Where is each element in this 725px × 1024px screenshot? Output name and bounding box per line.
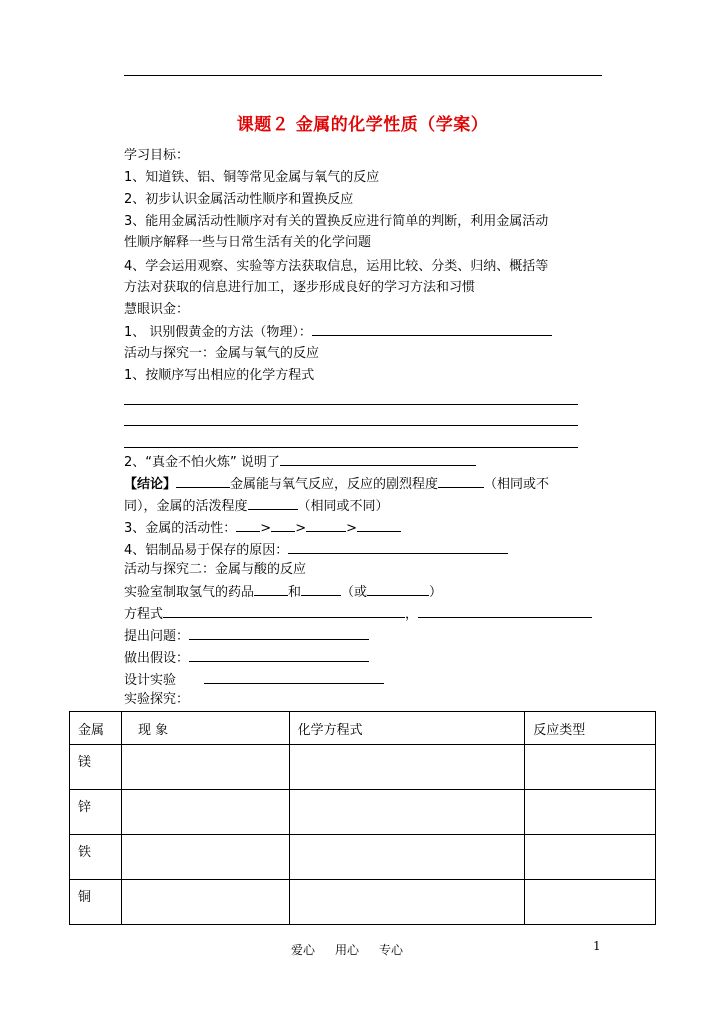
goal-2: 2、初步认识金属活动性顺序和置换反应 [124,192,354,207]
answer-cell[interactable] [289,835,525,880]
conclusion-row-2 [124,496,389,517]
hypothesis-label: 做出假设： [124,651,190,666]
answer-cell[interactable] [525,790,656,835]
a1-q1: 1、按顺序写出相应的化学方程式 [124,368,315,383]
footer-word: 专心 [379,943,404,957]
greater-than-sign: > [260,521,272,536]
answer-cell[interactable] [121,880,289,925]
metal-cell: 锌 [70,790,122,835]
a1-q2-label: 2、“真金不怕火炼” 说明了 [124,455,280,470]
conclusion-text: （相同或不 [484,477,550,492]
answer-cell[interactable] [289,880,525,925]
footer-word: 用心 [335,943,360,957]
answer-cell[interactable] [525,880,656,925]
answer-blank[interactable] [357,518,401,532]
answer-blank[interactable] [301,582,341,596]
answer-cell[interactable] [289,790,525,835]
explore-heading: 实验探究： [124,692,190,707]
answer-blank[interactable] [306,518,346,532]
experiment-table [69,711,656,925]
page-title: 课题２ 金属的化学性质（学案） [236,115,489,135]
answer-blank[interactable] [163,604,405,618]
a1-q3-label: 3、金属的活动性： [124,521,237,536]
greater-than-sign: > [295,521,307,536]
answer-line[interactable] [124,447,578,448]
answer-blank[interactable] [367,582,429,596]
answer-blank[interactable] [248,496,298,510]
goal-3: 3、能用金属活动性顺序对有关的置换反应进行简单的判断，利用金属活动 [124,214,549,229]
answer-cell[interactable] [121,745,289,790]
goal-3-cont: 性顺序解释一些与日常生活有关的化学问题 [124,235,372,250]
activity-1-heading: 活动与探究一：金属与氧气的反应 [124,346,320,361]
footer-word: 爱心 [291,943,316,957]
footer-slogan [291,941,423,958]
raise-question-row [124,626,369,647]
answer-line[interactable] [124,404,578,405]
answer-blank[interactable] [236,518,260,532]
a1-q3-row [124,518,401,539]
answer-blank[interactable] [176,474,230,488]
goal-1: 1、知道铁、铝、铜等常见金属与氧气的反应 [124,170,380,185]
table-row [70,880,656,925]
a1-q4-label: 4、铝制品易于保存的原因： [124,543,289,558]
answer-cell[interactable] [121,790,289,835]
answer-blank[interactable] [438,474,484,488]
table-header-row [70,712,656,745]
hypothesis-row [124,648,369,669]
column-header-equation: 化学方程式 [289,712,525,745]
answer-cell[interactable] [525,835,656,880]
metal-cell: 铁 [70,835,122,880]
q-identify-row [124,322,552,343]
conclusion-text: 金属能与氧气反应，反应的剧烈程度 [230,477,439,492]
column-header-metal: 金属 [70,712,122,745]
answer-cell[interactable] [121,835,289,880]
goal-4: 4、学会运用观察、实验等方法获取信息，运用比较、分类、归纳、概括等 [124,259,549,274]
lab-h2-text: 实验室制取氢气的药品 [124,585,255,600]
conclusion-text: 同），金属的活泼程度 [124,499,248,514]
lab-h2-text: ） [429,585,443,600]
conclusion-text: （相同或不同） [297,499,389,514]
answer-blank[interactable] [189,648,369,662]
activity-2-heading: 活动与探究二：金属与酸的反应 [124,562,307,577]
answer-blank[interactable] [418,604,592,618]
answer-blank[interactable] [204,670,384,684]
metal-cell: 镁 [70,745,122,790]
q-identify-label: 1、 识别假黄金的方法（物理）： [124,325,312,340]
raise-question-label: 提出问题： [124,629,190,644]
answer-blank[interactable] [254,582,288,596]
metal-cell: 铜 [70,880,122,925]
goal-4-cont: 方法对获取的信息进行加工，逐步形成良好的学习方法和习惯 [124,280,476,295]
section-hui: 慧眼识金： [124,302,190,317]
answer-line[interactable] [124,425,578,426]
answer-blank[interactable] [312,322,552,336]
table-row [70,745,656,790]
page-number: 1 [593,939,601,953]
answer-blank[interactable] [189,626,369,640]
lab-h2-row [124,582,442,603]
table-row [70,790,656,835]
equation-row [124,604,592,625]
lab-h2-text: 和 [288,585,302,600]
answer-blank[interactable] [271,518,295,532]
greater-than-sign: > [346,521,357,536]
a1-q2-row [124,452,476,473]
answer-cell[interactable] [525,745,656,790]
answer-cell[interactable] [289,745,525,790]
table-row [70,835,656,880]
goals-heading: 学习目标： [124,148,190,163]
conclusion-row [124,474,549,495]
header-rule [124,75,602,76]
lab-h2-text: （或 [341,585,368,600]
conclusion-label: 【结论】 [124,477,177,492]
equation-label: 方程式 [124,607,164,622]
design-label: 设计实验 [124,673,177,688]
column-header-reaction-type: 反应类型 [525,712,656,745]
answer-blank[interactable] [280,452,476,466]
answer-blank[interactable] [288,540,508,554]
equation-comma: ， [405,607,419,622]
column-header-phenomenon: 现 象 [121,712,289,745]
a1-q4-row [124,540,508,561]
design-row [124,670,384,691]
